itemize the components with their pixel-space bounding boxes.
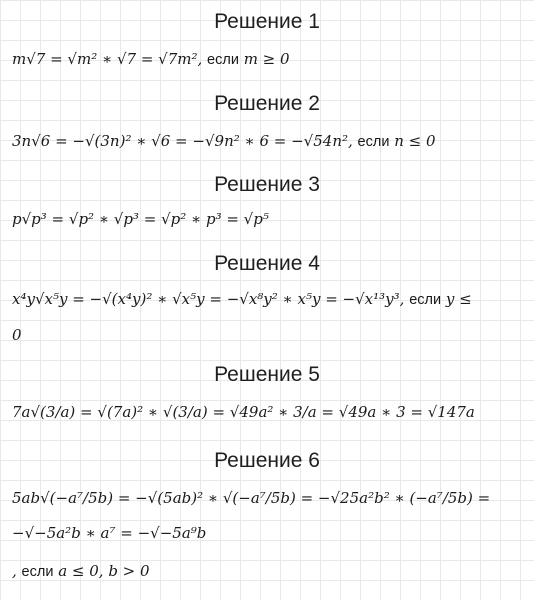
heading-solution-3: Решение 3 <box>214 173 320 196</box>
heading-solution-6: Решение 6 <box>214 449 320 472</box>
formula-solution-3: p√p³ = √p² ∗ √p³ = √p² ∗ p³ = √p⁵ <box>12 210 269 228</box>
heading-solution-4: Решение 4 <box>214 252 320 275</box>
heading-solution-1: Решение 1 <box>214 10 320 33</box>
formula-solution-2: 3n√6 = −√(3n)² ∗ √6 = −√9n² ∗ 6 = −√54n², если n ≤ 0 <box>12 132 436 150</box>
formula-solution-6-line-1: 5ab√(−a⁷/5b) = −√(5ab)² ∗ √(−a⁷/5b) = −√25a²b² ∗ (−a⁷/5b) = <box>12 489 491 507</box>
heading-solution-2: Решение 2 <box>214 92 320 115</box>
formula-solution-4-line-1: x⁴y√x⁵y = −√(x⁴y)² ∗ √x⁵y = −√x⁸y² ∗ x⁵y = −√x¹³y³, если y ≤ <box>12 290 472 308</box>
heading-solution-5: Решение 5 <box>214 363 320 386</box>
formula-solution-6-condition: , если a ≤ 0, b > 0 <box>12 562 150 580</box>
formula-solution-1: m√7 = √m² ∗ √7 = √7m², если m ≥ 0 <box>12 50 290 68</box>
formula-solution-4-line-2: 0 <box>12 326 22 344</box>
formula-solution-5: 7a√(3/a) = √(7a)² ∗ √(3/a) = √49a² ∗ 3/a = √49a ∗ 3 = √147a <box>12 403 475 421</box>
formula-solution-6-line-2: −√−5a²b ∗ a⁷ = −√−5a⁹b <box>12 524 207 542</box>
